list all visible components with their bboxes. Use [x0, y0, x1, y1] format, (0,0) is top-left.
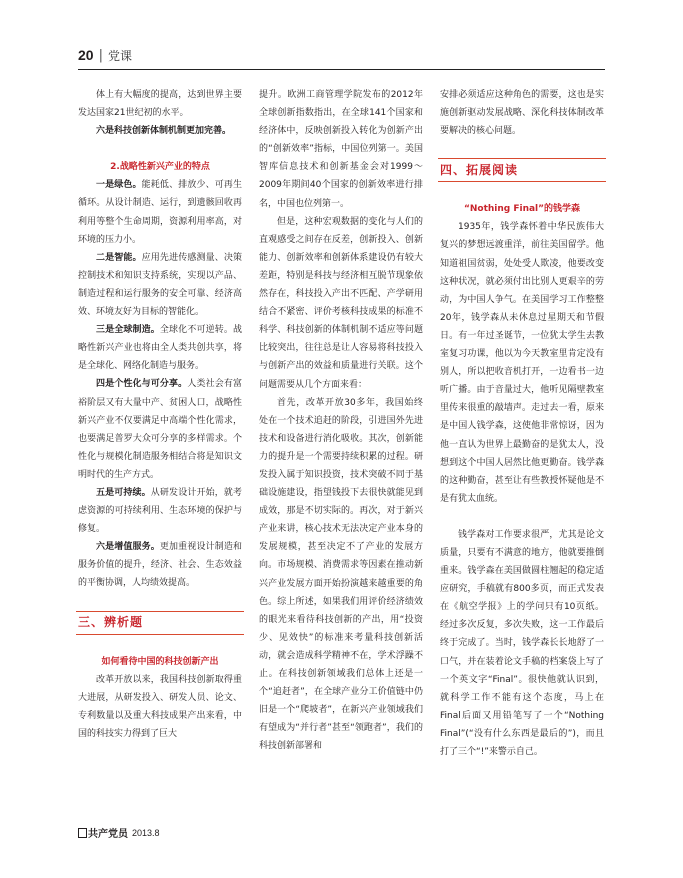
section-title: 三、辨析题	[78, 615, 144, 630]
running-header	[78, 44, 132, 66]
section-heading-bar	[76, 611, 244, 635]
spacer	[78, 593, 242, 611]
paragraph: 钱学森对工作要求很严，尤其是论文质量，只要有不满意的地方，他就要推倒重来。钱学森在美国做圆柱翘起的稳定适应研究，手稿就有800多页，而正式发表在《航空学报》上的学问只有10页纸。经过多次反复，多次失败，这一工作最后终于完成了。当时，钱学森长长地舒了一口气，并在装着论文手稿的档案袋上写了一个英文字“Final”。很快他就认识到，就科学工作不能有这个态度，马上在Final后面又用铅笔写了一个“Nothing Final”(“没有什么东西是最后的”)，而且打了三个“!”来警示自己。	[440, 529, 604, 757]
paragraph	[78, 484, 242, 538]
header-separator: |	[98, 47, 103, 63]
paragraph	[78, 538, 242, 592]
body-text: 更加重视设计制造和服务价值的提升，经济、社会、生态效益的平衡协调，人均绩效提高。	[78, 542, 242, 589]
issue-number: 2013.8	[132, 827, 160, 838]
body-text: 全球化不可逆转。战略性新兴产业也将由全人类共创共享，将是全球化、网络化制造与服务。	[78, 325, 242, 372]
section-heading-bar	[438, 158, 606, 182]
lead-text: 五是可持续。	[96, 487, 151, 498]
paragraph: 安排必须适应这种角色的需要，这也是实施创新驱动发展战略、深化科技体制改革要解决的核心问题。	[440, 90, 604, 137]
body-text: 应用先进传感测量、决策控制技术和知识支持系统，实现以产品、制造过程和运行服务的安全可靠、经济高效、环境友好为目标的智能化。	[78, 252, 242, 318]
question-title: 如何看待中国的科技创新产出	[101, 656, 219, 667]
section-name: 党课	[107, 48, 132, 63]
column-2	[259, 86, 423, 755]
magazine-name: 共产党员	[88, 829, 128, 840]
spacer	[78, 635, 242, 653]
logo-mark-icon	[78, 828, 87, 838]
story-title: “Nothing Final”的钱学森	[463, 204, 581, 215]
paragraph: 1935年，钱学森怀着中华民族伟大复兴的梦想远渡重洋，前往美国留学。他知道祖国贫弱，处处受人欺凌，他要改变这种状况，就必须付出比别人更艰辛的劳动，为中国人争气。在美国学习工作整整20年，钱学森从未休息过星期天和节假日。有一年过圣诞节，一位犹太学生去教室复习功课，他以为今天教室里肯定没有别人，所以把收音机打开，一边看书一边听广播。由于音量过大，他听见隔壁教室里传来很重的敲墙声。走过去一看，原来是中国人钱学森，这使他非常惊讶，因为他一直认为世界上最勤奋的是犹太人，没想到这个中国人居然比他更勤奋。钱学森的这种勤奋，甚至让有些教授怀疑他是不是有犹太血统。	[440, 222, 604, 504]
body-text: 从研发设计开始，就考虑资源的可持续利用、生态环境的保护与修复。	[78, 487, 242, 535]
lead-text: 六是增值服务。	[96, 542, 160, 553]
paragraph: 六是科技创新体制机制更加完善。	[96, 126, 232, 137]
lead-text: 一是绿色。	[96, 180, 142, 191]
magazine-logo	[78, 825, 128, 840]
lead-text: 三是全球制造。	[96, 325, 160, 336]
paragraph	[78, 249, 242, 321]
section-title: 四、拓展阅读	[440, 163, 519, 178]
paragraph	[78, 321, 242, 375]
paragraph	[78, 375, 242, 484]
column-1	[78, 86, 242, 743]
page-number: 20	[78, 47, 94, 63]
lead-text: 四是个性化与可分享。	[96, 379, 188, 390]
paragraph: 改革开放以来，我国科技创新取得重大进展，从研发投入、研发人员、论文、专利数量以及重大科技成果产出来看，中国的科技实力得到了巨大	[78, 674, 242, 739]
footer	[78, 825, 160, 840]
lead-text: 二是智能。	[96, 252, 142, 263]
spacer	[440, 508, 604, 526]
paragraph: 但是，这种宏观数据的变化与人们的直观感受之间存在反差，创新投入、创新能力、创新效率和创新体系建设仍有较大差距，特别是科技与经济相互脱节现象依然存在，科技投入产出不匹配、产学研用结合不紧密、评价考核科技成果的标准不科学、科技创新的体制机制不适应等问题比较突出，往往总是让人容易将科技投入与创新产出的效益和质量进行关联。这个问题需要从几个方面来看：	[259, 216, 423, 390]
subheading-features: 2.战略性新兴产业的特点	[110, 162, 210, 173]
body-text: 能耗低、排放少、可再生循环。从设计制造、运行，到遗骸回收再利用等整个生命周期，资源利用率高，对环境的压力小。	[78, 180, 242, 245]
header-rule	[78, 69, 605, 70]
spacer	[78, 140, 242, 158]
spacer	[440, 182, 604, 200]
paragraph	[78, 176, 242, 248]
spacer	[440, 140, 604, 158]
body-text: 人类社会有富裕阶层又有大量中产、贫困人口，战略性新兴产业不仅要满足中高端个性化需求，也要满足普罗大众可分享的多样需求。个性化与规模化制造服务相结合将是知识文明时代的生产方式。	[78, 379, 242, 480]
paragraph: 提升。欧洲工商管理学院发布的2012年全球创新指数指出，在全球141个国家和经济体中，反映创新投入转化为创新产出的“创新效率”指标，中国位列第一。美国智库信息技术和创新基金会对1999～2009年期间40个国家的创新效率进行排名，中国也位列第一。	[259, 90, 423, 209]
paragraph: 体上有大幅度的提高，达到世界主要发达国家21世纪初的水平。	[78, 90, 242, 119]
column-3	[440, 86, 604, 761]
paragraph: 首先，改革开放30多年，我国始终处在一个技术追赶的阶段，引进国外先进技术和设备进行消化吸收。其次，创新能力的提升是一个需要持续积累的过程。研发投入属于知识投资，技术突破不同于基础设施建设，指望钱投下去很快就能见到成效，那是不切实际的。再次，对于新兴产业来讲，核心技术无法决定产业本身的发展规模，甚至决定不了产业的发展方向。市场规模、消费需求等因素在推动新兴产业发展方面开始扮演越来越重要的角色。综上所述，如果我们用评价经济绩效的眼光来看待科技创新的产出，用“投资少、见效快”的标准来考量科技创新活动，就会造成科学精神不在，学术浮躁不止。在科技创新领域我们总体上还是一个“追赶者”，在全球产业分工价值链中仍旧是一个“爬坡者”，在新兴产业领域我们有望成为“并行者”甚至“领跑者”，我们的科技创新部署和	[259, 397, 423, 752]
